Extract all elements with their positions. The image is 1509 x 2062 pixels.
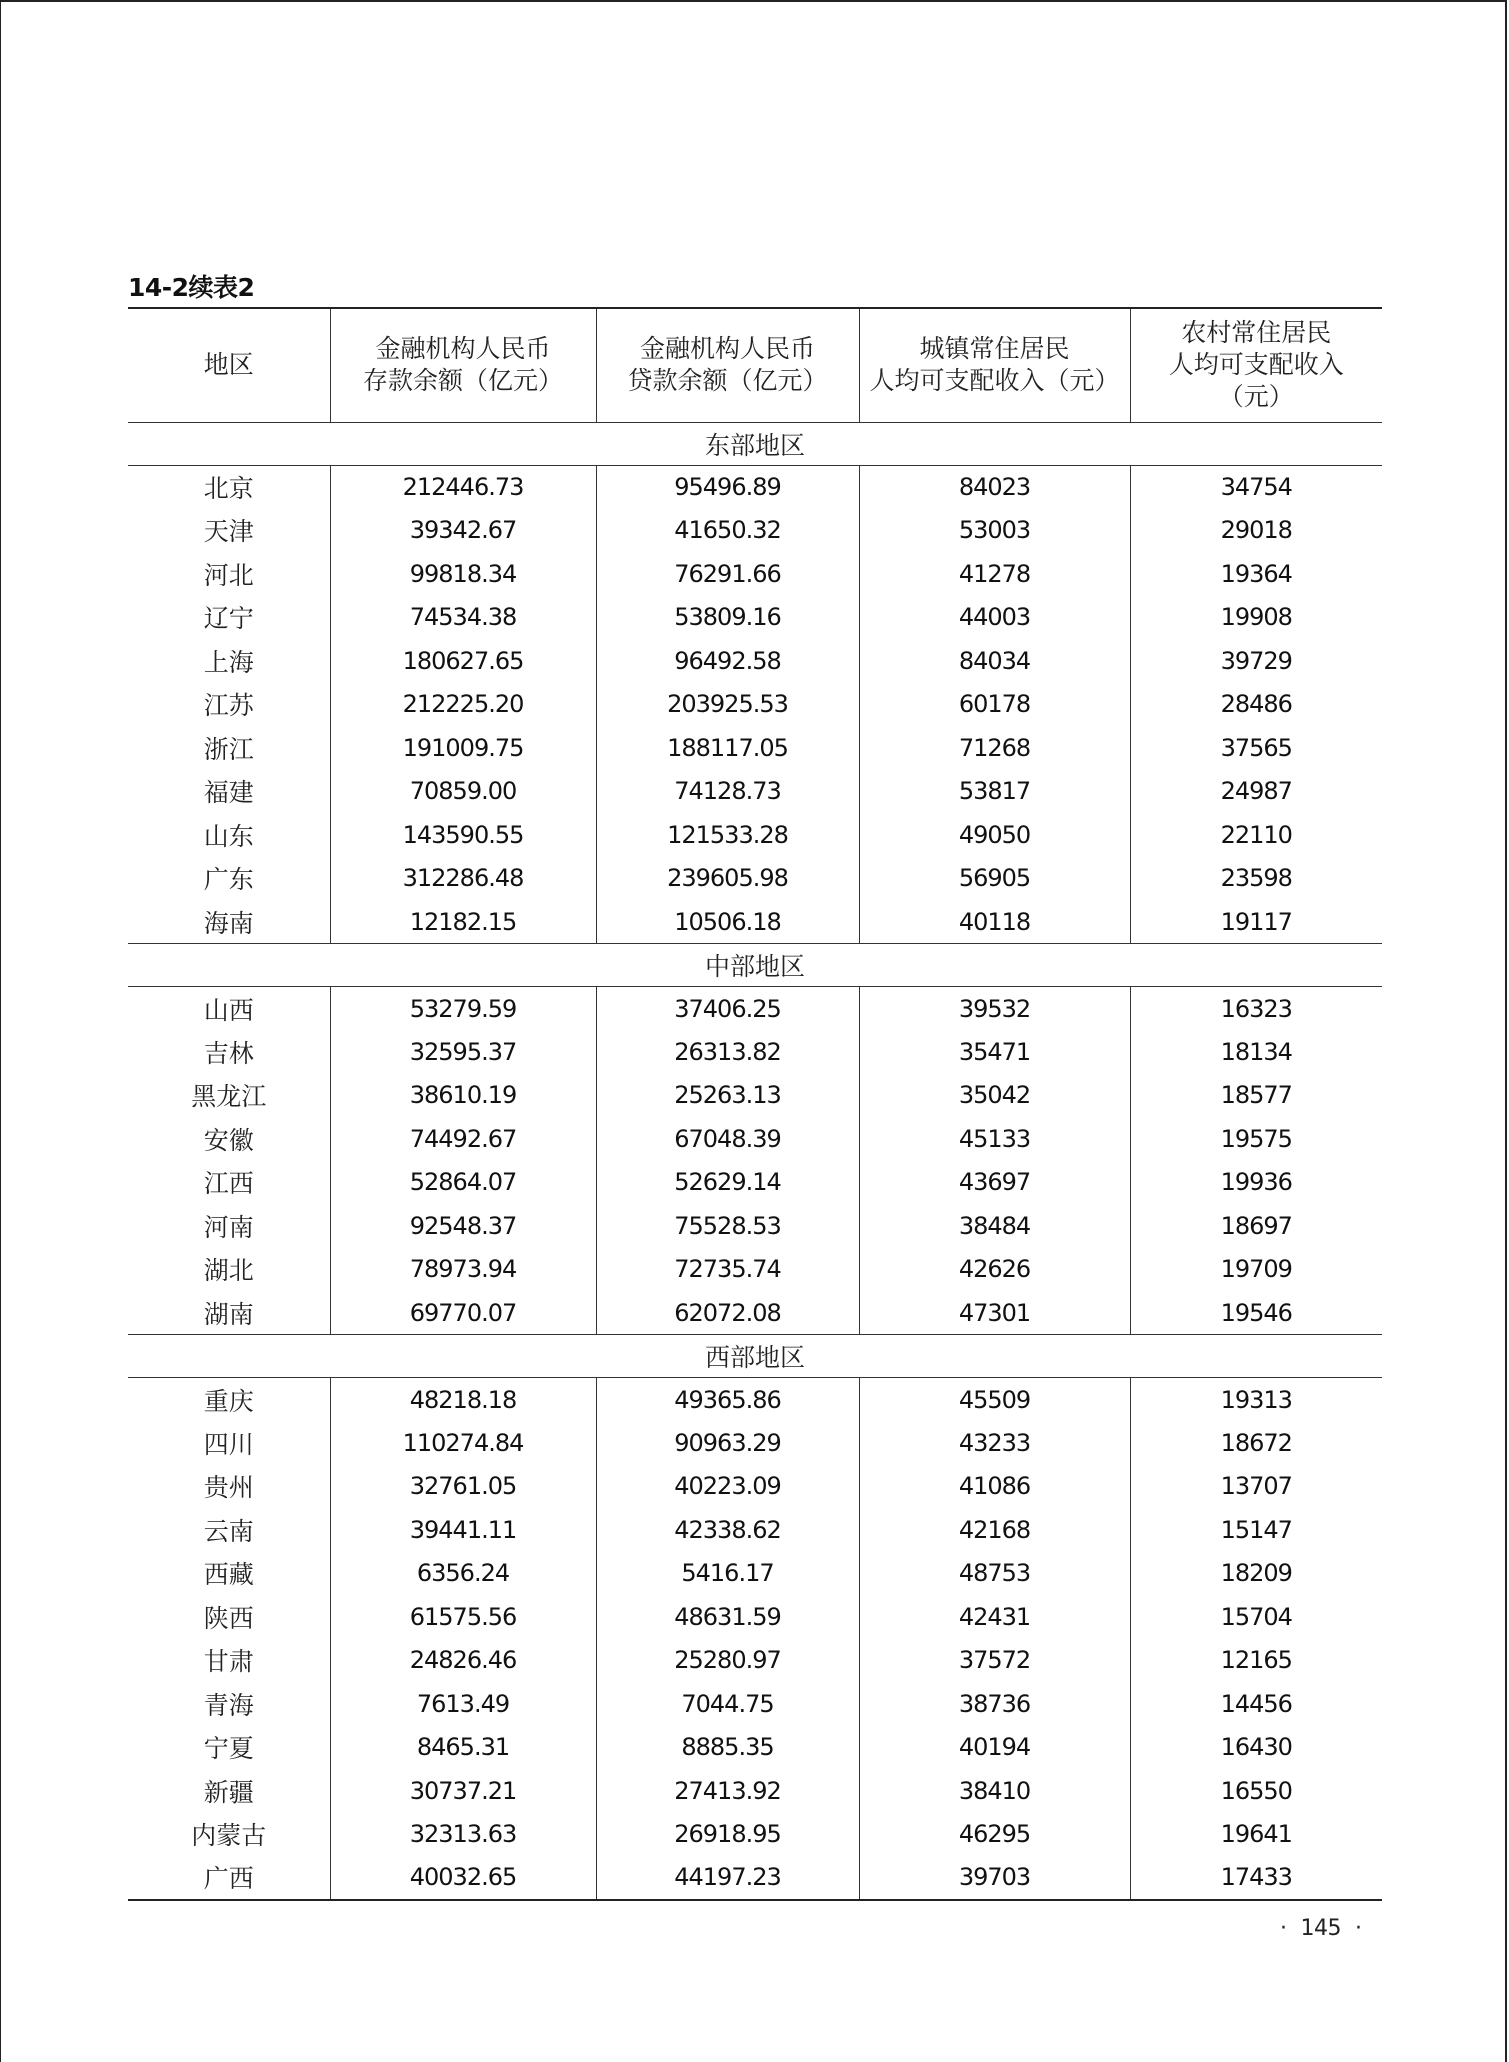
- deposit-value: 39342.67: [330, 509, 596, 553]
- deposit-value: 24826.46: [330, 1639, 596, 1683]
- loan-value: 90963.29: [596, 1421, 859, 1465]
- province-name: 吉林: [203, 1038, 254, 1068]
- page-number: 145: [1300, 1916, 1341, 1941]
- urban-income-value: 48753: [859, 1552, 1130, 1596]
- urban-income-value: 84023: [859, 465, 1130, 509]
- province-name: 云南: [203, 1516, 254, 1546]
- urban-income-value: 40118: [859, 900, 1130, 944]
- urban-income-value: 40194: [859, 1726, 1130, 1770]
- urban-income-value: 38410: [859, 1769, 1130, 1813]
- table-row: [128, 1639, 1382, 1683]
- province-name: 四川: [203, 1429, 254, 1459]
- province-name: 湖南: [203, 1299, 254, 1329]
- province-name: 海南: [203, 908, 254, 938]
- loan-value: 95496.89: [596, 465, 859, 509]
- table-row: [128, 1595, 1382, 1639]
- deposit-value: 74492.67: [330, 1117, 596, 1161]
- header-deposit: 金融机构人民币 存款余额（亿元）: [330, 308, 596, 422]
- loan-value: 74128.73: [596, 770, 859, 814]
- table-row: [128, 1030, 1382, 1074]
- urban-income-value: 56905: [859, 857, 1130, 901]
- rural-income-value: 19364: [1130, 552, 1382, 596]
- rural-income-value: 19313: [1130, 1378, 1382, 1422]
- province-name: 甘肃: [203, 1647, 254, 1677]
- rural-income-value: 16430: [1130, 1726, 1382, 1770]
- loan-value: 203925.53: [596, 683, 859, 727]
- table-row: [128, 1161, 1382, 1205]
- urban-income-value: 42168: [859, 1508, 1130, 1552]
- province-name: 河北: [203, 560, 254, 590]
- province-name: 江西: [203, 1169, 254, 1199]
- deposit-value: 61575.56: [330, 1595, 596, 1639]
- rural-income-value: 18209: [1130, 1552, 1382, 1596]
- province-name: 西藏: [203, 1560, 254, 1590]
- loan-value: 8885.35: [596, 1726, 859, 1770]
- deposit-value: 7613.49: [330, 1682, 596, 1726]
- loan-value: 121533.28: [596, 813, 859, 857]
- province-name: 河南: [203, 1212, 254, 1242]
- urban-income-value: 44003: [859, 596, 1130, 640]
- rural-income-value: 16323: [1130, 987, 1382, 1031]
- loan-value: 26313.82: [596, 1030, 859, 1074]
- rural-income-value: 34754: [1130, 465, 1382, 509]
- table-row: [128, 1248, 1382, 1292]
- urban-income-value: 43233: [859, 1421, 1130, 1465]
- deposit-value: 12182.15: [330, 900, 596, 944]
- province-name: 浙江: [203, 734, 254, 764]
- urban-income-value: 37572: [859, 1639, 1130, 1683]
- table-row: [128, 1465, 1382, 1509]
- urban-income-value: 45133: [859, 1117, 1130, 1161]
- table-row: [128, 1856, 1382, 1900]
- rural-income-value: 18134: [1130, 1030, 1382, 1074]
- loan-value: 42338.62: [596, 1508, 859, 1552]
- rural-income-value: 18577: [1130, 1074, 1382, 1118]
- province-name: 江苏: [203, 691, 254, 721]
- table-title: 14-2续表2: [128, 273, 255, 302]
- province-name: 贵州: [203, 1473, 254, 1503]
- table-row: [128, 509, 1382, 553]
- table-row: [128, 465, 1382, 509]
- region-heading: 中部地区: [704, 952, 805, 981]
- deposit-value: 70859.00: [330, 770, 596, 814]
- province-name: 陕西: [203, 1603, 254, 1633]
- loan-value: 72735.74: [596, 1248, 859, 1292]
- deposit-value: 180627.65: [330, 639, 596, 683]
- region-heading-row: [128, 422, 1382, 465]
- page-number-dot-left: ·: [1280, 1916, 1287, 1941]
- table-row: [128, 900, 1382, 944]
- header-rural-income: 农村常住居民 人均可支配收入 （元）: [1130, 308, 1382, 422]
- province-name: 北京: [203, 474, 254, 503]
- province-name: 福建: [203, 778, 254, 808]
- loan-value: 7044.75: [596, 1682, 859, 1726]
- province-name: 广东: [203, 865, 254, 895]
- loan-value: 67048.39: [596, 1117, 859, 1161]
- loan-value: 52629.14: [596, 1161, 859, 1205]
- urban-income-value: 45509: [859, 1378, 1130, 1422]
- rural-income-value: 29018: [1130, 509, 1382, 553]
- loan-value: 5416.17: [596, 1552, 859, 1596]
- rural-income-value: 28486: [1130, 683, 1382, 727]
- region-group: [128, 944, 1382, 1335]
- urban-income-value: 38736: [859, 1682, 1130, 1726]
- province-name: 山东: [203, 821, 254, 851]
- rural-income-value: 15704: [1130, 1595, 1382, 1639]
- header-loan: 金融机构人民币 贷款余额（亿元）: [596, 308, 859, 422]
- table-row: [128, 1769, 1382, 1813]
- deposit-value: 212446.73: [330, 465, 596, 509]
- table-row: [128, 1682, 1382, 1726]
- rural-income-value: 24987: [1130, 770, 1382, 814]
- loan-value: 44197.23: [596, 1856, 859, 1900]
- urban-income-value: 71268: [859, 726, 1130, 770]
- rural-income-value: 19575: [1130, 1117, 1382, 1161]
- province-name: 山西: [203, 995, 254, 1025]
- rural-income-value: 39729: [1130, 639, 1382, 683]
- table-row: [128, 813, 1382, 857]
- table-row: [128, 1074, 1382, 1118]
- loan-value: 40223.09: [596, 1465, 859, 1509]
- table-row: [128, 1508, 1382, 1552]
- region-group: [128, 422, 1382, 944]
- data-table: [128, 307, 1382, 1901]
- table-row: [128, 726, 1382, 770]
- loan-value: 75528.53: [596, 1204, 859, 1248]
- page-number-dot-right: ·: [1355, 1916, 1362, 1941]
- loan-value: 239605.98: [596, 857, 859, 901]
- rural-income-value: 12165: [1130, 1639, 1382, 1683]
- deposit-value: 110274.84: [330, 1421, 596, 1465]
- deposit-value: 99818.34: [330, 552, 596, 596]
- urban-income-value: 46295: [859, 1813, 1130, 1857]
- urban-income-value: 35042: [859, 1074, 1130, 1118]
- province-name: 湖北: [203, 1256, 254, 1286]
- loan-value: 188117.05: [596, 726, 859, 770]
- rural-income-value: 19641: [1130, 1813, 1382, 1857]
- table-row: [128, 987, 1382, 1031]
- loan-value: 62072.08: [596, 1291, 859, 1335]
- loan-value: 76291.66: [596, 552, 859, 596]
- table-row: [128, 857, 1382, 901]
- province-name: 天津: [203, 517, 254, 547]
- table-row: [128, 1421, 1382, 1465]
- urban-income-value: 42626: [859, 1248, 1130, 1292]
- deposit-value: 92548.37: [330, 1204, 596, 1248]
- deposit-value: 40032.65: [330, 1856, 596, 1900]
- deposit-value: 69770.07: [330, 1291, 596, 1335]
- urban-income-value: 41086: [859, 1465, 1130, 1509]
- province-name: 上海: [203, 647, 254, 677]
- deposit-value: 6356.24: [330, 1552, 596, 1596]
- region-heading: 东部地区: [704, 430, 805, 460]
- urban-income-value: 53003: [859, 509, 1130, 553]
- table-row: [128, 1552, 1382, 1596]
- rural-income-value: 18672: [1130, 1421, 1382, 1465]
- loan-value: 53809.16: [596, 596, 859, 640]
- loan-value: 49365.86: [596, 1378, 859, 1422]
- table-row: [128, 683, 1382, 727]
- table-row: [128, 552, 1382, 596]
- rural-income-value: 19546: [1130, 1291, 1382, 1335]
- deposit-value: 48218.18: [330, 1378, 596, 1422]
- deposit-value: 8465.31: [330, 1726, 596, 1770]
- table-header: [128, 308, 1382, 422]
- urban-income-value: 38484: [859, 1204, 1130, 1248]
- province-name: 黑龙江: [191, 1082, 267, 1112]
- loan-value: 41650.32: [596, 509, 859, 553]
- rural-income-value: 19709: [1130, 1248, 1382, 1292]
- loan-value: 25263.13: [596, 1074, 859, 1118]
- rural-income-value: 19908: [1130, 596, 1382, 640]
- province-name: 辽宁: [203, 604, 254, 634]
- urban-income-value: 84034: [859, 639, 1130, 683]
- urban-income-value: 47301: [859, 1291, 1130, 1335]
- rural-income-value: 22110: [1130, 813, 1382, 857]
- deposit-value: 52864.07: [330, 1161, 596, 1205]
- deposit-value: 312286.48: [330, 857, 596, 901]
- urban-income-value: 53817: [859, 770, 1130, 814]
- deposit-value: 212225.20: [330, 683, 596, 727]
- deposit-value: 30737.21: [330, 1769, 596, 1813]
- table-row: [128, 1813, 1382, 1857]
- header-urban-income: 城镇常住居民 人均可支配收入（元）: [859, 308, 1130, 422]
- region-heading: 西部地区: [704, 1343, 805, 1372]
- deposit-value: 74534.38: [330, 596, 596, 640]
- deposit-value: 191009.75: [330, 726, 596, 770]
- loan-value: 37406.25: [596, 987, 859, 1031]
- region-heading-row: [128, 1335, 1382, 1378]
- region-heading-row: [128, 944, 1382, 987]
- loan-value: 10506.18: [596, 900, 859, 944]
- urban-income-value: 60178: [859, 683, 1130, 727]
- rural-income-value: 15147: [1130, 1508, 1382, 1552]
- deposit-value: 32761.05: [330, 1465, 596, 1509]
- province-name: 宁夏: [203, 1734, 254, 1764]
- urban-income-value: 39703: [859, 1856, 1130, 1900]
- table-row: [128, 770, 1382, 814]
- province-name: 安徽: [203, 1125, 254, 1155]
- urban-income-value: 39532: [859, 987, 1130, 1031]
- province-name: 青海: [203, 1690, 254, 1720]
- province-name: 重庆: [203, 1386, 254, 1416]
- deposit-value: 39441.11: [330, 1508, 596, 1552]
- header-row: [128, 308, 1382, 422]
- deposit-value: 32595.37: [330, 1030, 596, 1074]
- deposit-value: 53279.59: [330, 987, 596, 1031]
- deposit-value: 32313.63: [330, 1813, 596, 1857]
- loan-value: 25280.97: [596, 1639, 859, 1683]
- page-number-footer: [1266, 1916, 1376, 1941]
- rural-income-value: 23598: [1130, 857, 1382, 901]
- deposit-value: 143590.55: [330, 813, 596, 857]
- rural-income-value: 19936: [1130, 1161, 1382, 1205]
- rural-income-value: 14456: [1130, 1682, 1382, 1726]
- rural-income-value: 13707: [1130, 1465, 1382, 1509]
- table-row: [128, 1291, 1382, 1335]
- loan-value: 96492.58: [596, 639, 859, 683]
- urban-income-value: 35471: [859, 1030, 1130, 1074]
- rural-income-value: 17433: [1130, 1856, 1382, 1900]
- table-row: [128, 1726, 1382, 1770]
- province-name: 新疆: [203, 1777, 254, 1807]
- province-name: 内蒙古: [191, 1821, 267, 1851]
- deposit-value: 78973.94: [330, 1248, 596, 1292]
- header-region: 地区: [203, 350, 254, 380]
- province-name: 广西: [203, 1864, 254, 1894]
- loan-value: 27413.92: [596, 1769, 859, 1813]
- rural-income-value: 37565: [1130, 726, 1382, 770]
- rural-income-value: 19117: [1130, 900, 1382, 944]
- table-row: [128, 1204, 1382, 1248]
- table-row: [128, 639, 1382, 683]
- urban-income-value: 43697: [859, 1161, 1130, 1205]
- region-group: [128, 1335, 1382, 1900]
- deposit-value: 38610.19: [330, 1074, 596, 1118]
- loan-value: 48631.59: [596, 1595, 859, 1639]
- urban-income-value: 41278: [859, 552, 1130, 596]
- urban-income-value: 49050: [859, 813, 1130, 857]
- urban-income-value: 42431: [859, 1595, 1130, 1639]
- table-row: [128, 596, 1382, 640]
- rural-income-value: 16550: [1130, 1769, 1382, 1813]
- rural-income-value: 18697: [1130, 1204, 1382, 1248]
- loan-value: 26918.95: [596, 1813, 859, 1857]
- table-row: [128, 1378, 1382, 1422]
- table-row: [128, 1117, 1382, 1161]
